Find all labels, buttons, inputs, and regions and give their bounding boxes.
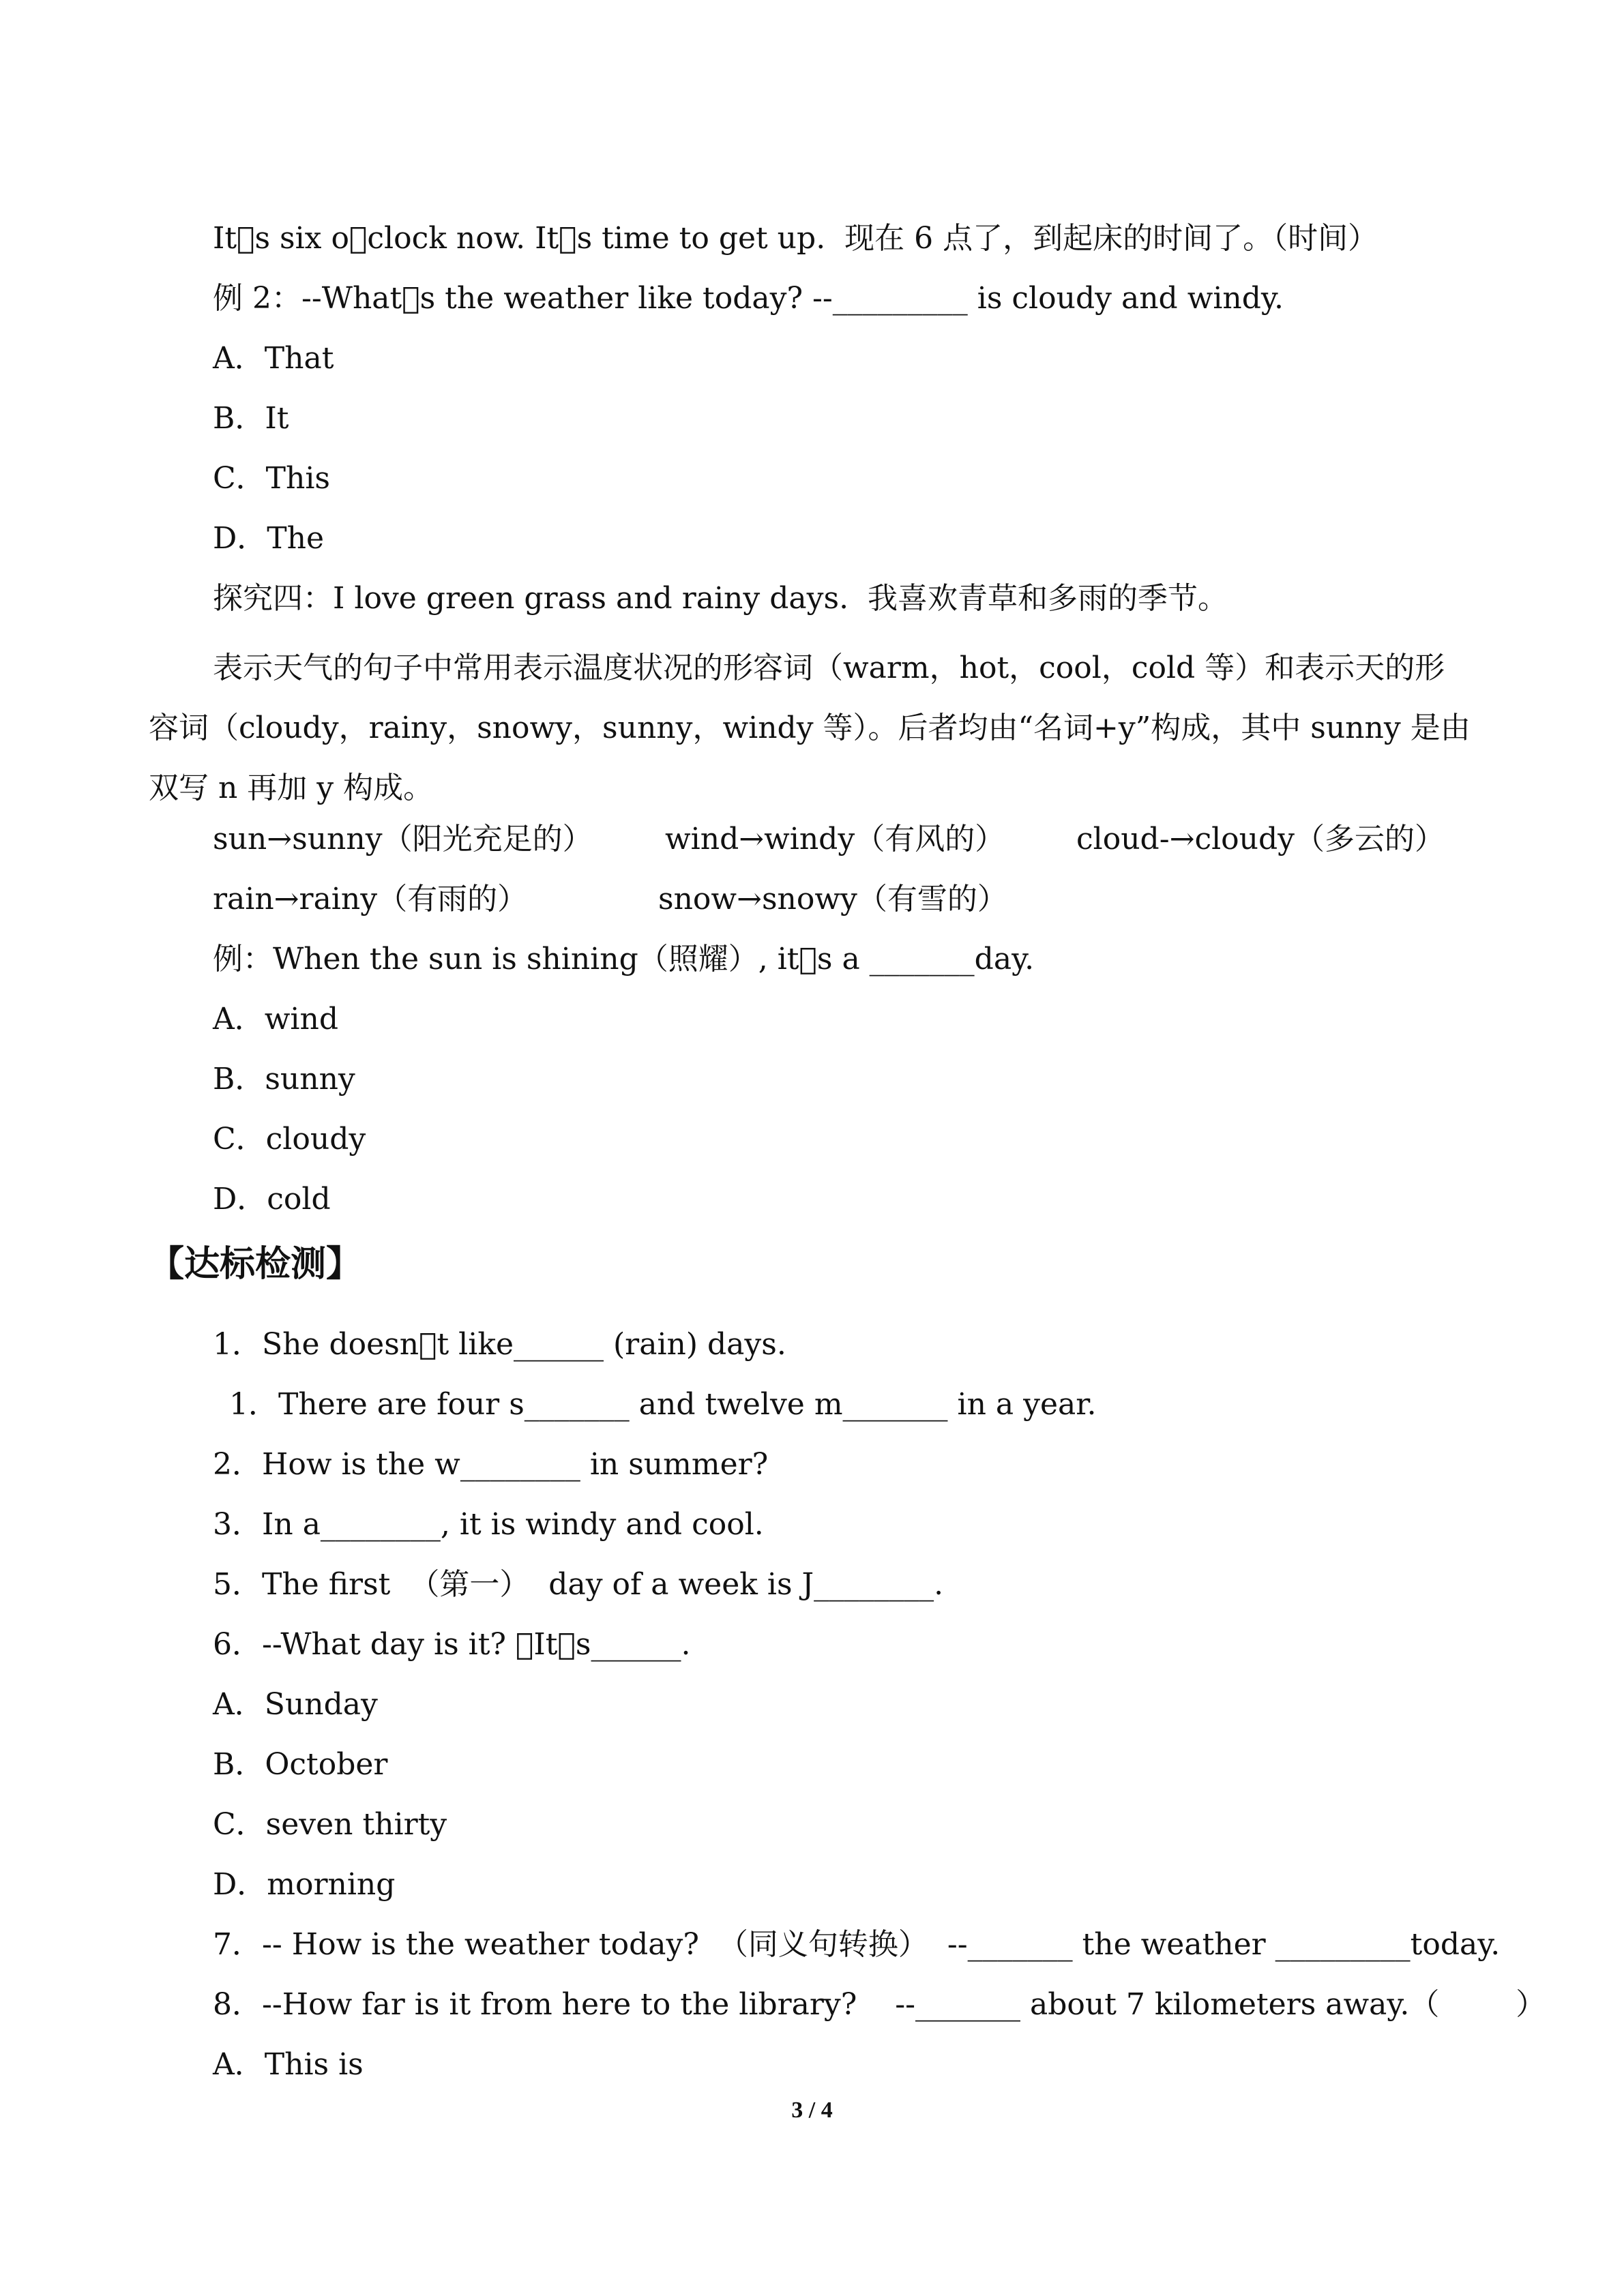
- option-a: A．Sunday: [213, 1687, 378, 1722]
- option-c: C．cloudy: [213, 1122, 366, 1157]
- section-heading: 【达标检测】: [149, 1244, 362, 1285]
- word-sunny: sun→sunny（阳光充足的）: [213, 822, 593, 856]
- option-d: D．cold: [213, 1182, 331, 1217]
- word-snowy: snow→snowy（有雪的）: [658, 882, 1007, 916]
- example-2-question: 例 2：--What s the weather like today? --_________ is cloudy and windy.: [213, 281, 1284, 316]
- question-1b: 1．There are four s_______ and twelve m_______ in a year.: [229, 1387, 1097, 1422]
- question-8: 8．--How far is it from here to the library? --_______ about 7 kilometers away.（ ）: [213, 1987, 1546, 2022]
- question-6: 6．--What day is it?  It s______.: [213, 1627, 691, 1662]
- explanation-paragraph: 表示天气的句子中常用表示温度状况的形容词（warm，hot，cool，cold 等）和表示天的形容词（cloudy，rainy，snowy，sunny，windy 等）。后者均由“名词+y”构成，其中 sunny 是由双写 n 再加 y 构成。: [149, 651, 1471, 805]
- option-b: B．October: [213, 1747, 388, 1782]
- word-windy: wind→windy（有风的）: [665, 822, 1005, 856]
- option-d: D．morning: [213, 1867, 396, 1902]
- option-b: B．sunny: [213, 1062, 355, 1097]
- page-number: 3 / 4: [791, 2098, 833, 2123]
- option-a: A．This is: [213, 2047, 364, 2082]
- word-rainy: rain→rainy（有雨的）: [213, 882, 528, 916]
- question-3: 3．In a________, it is windy and cool.: [213, 1507, 764, 1542]
- text-line: It s six o clock now. It s time to get up. 现在 6 点了，到起床的时间了。（时间）: [213, 221, 1378, 256]
- question-7: 7．-- How is the weather today? （同义句转换） --_______ the weather _________today.: [213, 1927, 1501, 1962]
- section-4-title: 探究四：I love green grass and rainy days. 我喜欢青草和多雨的季节。: [213, 581, 1228, 616]
- option-d: D．The: [213, 521, 325, 556]
- option-a: A．wind: [213, 1002, 339, 1037]
- question-5: 5．The first （第一） day of a week is J________.: [213, 1567, 944, 1602]
- example-question: 例：When the sun is shining（照耀）, it s a _______day.: [213, 942, 1035, 976]
- question-1: 1．She doesn t like______ (rain) days.: [213, 1327, 786, 1362]
- option-c: C．This: [213, 461, 331, 496]
- question-2: 2．How is the w________ in summer?: [213, 1447, 769, 1482]
- option-a: A．That: [213, 341, 334, 376]
- option-b: B．It: [213, 401, 289, 436]
- word-cloudy: cloud-→cloudy（多云的）: [1076, 822, 1445, 856]
- option-c: C．seven thirty: [213, 1807, 447, 1842]
